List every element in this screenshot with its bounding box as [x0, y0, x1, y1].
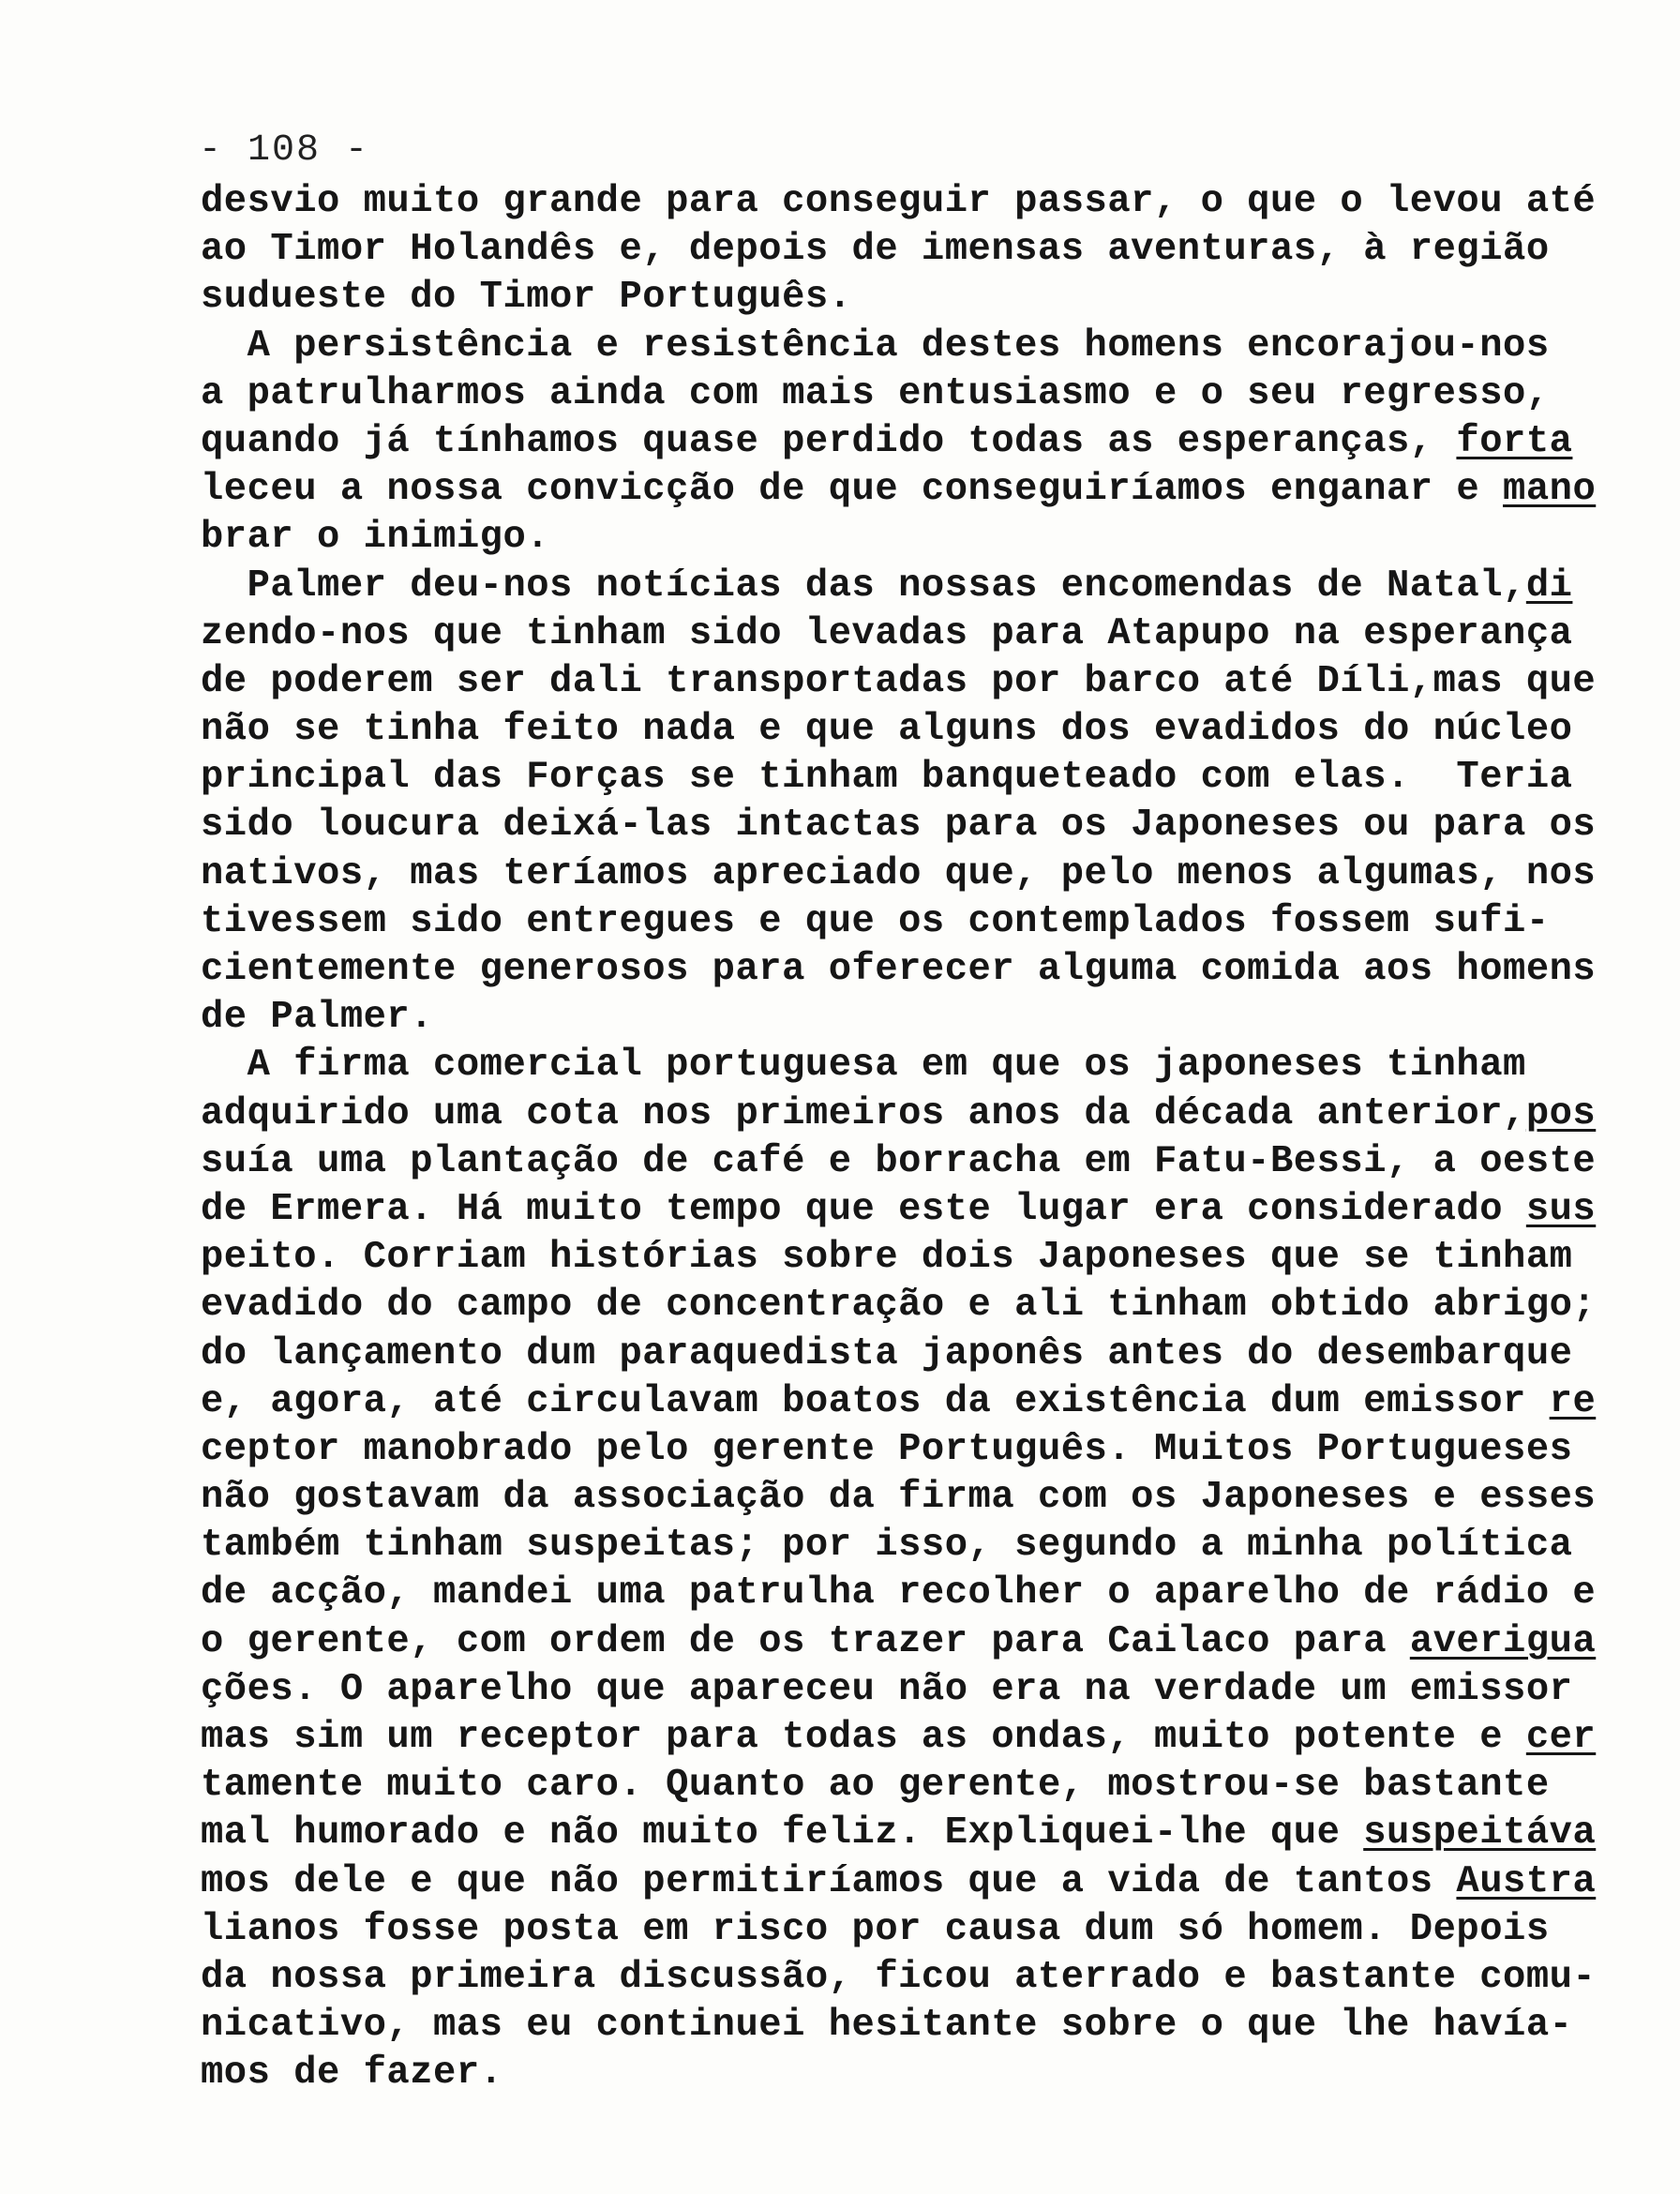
line-text: nicativo, mas eu continuei hesitante sobre o que lhe havía-: [201, 2004, 1573, 2048]
text-line: [201, 610, 1616, 658]
text-line: [201, 1330, 1616, 1378]
text-line: [201, 370, 1616, 418]
text-line: [201, 563, 1616, 610]
line-text: suía uma plantação de café e borracha em Fatu-Bessi, a oeste: [201, 1139, 1597, 1183]
hyphenated-word-fragment: suspeitáva: [1363, 1811, 1597, 1856]
text-line: [201, 1906, 1616, 1954]
text-line: [201, 1234, 1616, 1282]
line-text: evadido do campo de concentração e ali tinham obtido abrigo;: [201, 1284, 1597, 1328]
text-line: [201, 418, 1616, 466]
text-line: [201, 1858, 1616, 1906]
text-line: [201, 323, 1616, 370]
page-number: - 108 -: [199, 129, 370, 172]
line-text: mos de fazer.: [201, 2051, 503, 2096]
hyphenated-word-fragment: di: [1525, 564, 1573, 608]
text-line: [201, 1762, 1616, 1810]
line-text: leceu a nossa convicção de que conseguiríamos enganar e: [201, 468, 1504, 512]
text-line: [201, 1666, 1616, 1714]
line-text: não se tinha feito nada e que alguns dos evadidos do núcleo: [201, 708, 1573, 752]
line-text: sudueste do Timor Português.: [201, 276, 852, 320]
line-text: de Palmer.: [201, 996, 434, 1040]
text-line: [201, 1810, 1616, 1857]
body-text: [201, 178, 1616, 2098]
text-line: [201, 706, 1616, 754]
line-text: sido loucura deixá-las intactas para os Japoneses ou para os: [201, 804, 1597, 848]
line-text: tivessem sido entregues e que os contemplados fossem sufi-: [201, 899, 1550, 943]
line-text: desvio muito grande para conseguir passar, o que o levou até: [201, 180, 1597, 223]
line-text: mas sim um receptor para todas as ondas, muito potente e: [201, 1716, 1526, 1759]
line-text: nativos, mas teríamos apreciado que, pelo menos algumas, nos: [201, 851, 1597, 895]
text-line: [201, 226, 1616, 274]
hyphenated-word-fragment: forta: [1456, 419, 1573, 463]
text-line: [201, 1954, 1616, 2002]
hyphenated-word-fragment: re: [1549, 1379, 1597, 1423]
text-line: [201, 1378, 1616, 1426]
line-text: A persistência e resistência destes homens encorajou-nos: [201, 323, 1550, 368]
text-line: [201, 1570, 1616, 1617]
text-line: [201, 274, 1616, 322]
hyphenated-word-fragment: sus: [1525, 1187, 1597, 1231]
hyphenated-word-fragment: cer: [1525, 1716, 1597, 1759]
line-text: lianos fosse posta em risco por causa dum só homem. Depois: [201, 1907, 1550, 1951]
line-text: mal humorado e não muito feliz. Expliquei-lhe que: [201, 1811, 1364, 1856]
text-line: [201, 802, 1616, 849]
text-line: [201, 1522, 1616, 1570]
text-line: [201, 178, 1616, 226]
line-text: ções. O aparelho que apareceu não era na verdade um emissor: [201, 1667, 1573, 1711]
line-text: adquirido uma cota nos primeiros anos da década anterior,: [201, 1091, 1526, 1135]
text-line: [201, 1138, 1616, 1186]
line-text: da nossa primeira discussão, ficou aterrado e bastante comu-: [201, 1955, 1597, 1999]
line-text: e, agora, até circulavam boatos da existência dum emissor: [201, 1379, 1550, 1423]
text-line: [201, 850, 1616, 898]
text-line: [201, 754, 1616, 802]
text-line: [201, 1714, 1616, 1762]
hyphenated-word-fragment: averigua: [1409, 1619, 1597, 1663]
line-text: o gerente, com ordem de os trazer para Cailaco para: [201, 1619, 1410, 1663]
line-text: ceptor manobrado pelo gerente Português. Muitos Portugueses: [201, 1427, 1573, 1471]
line-text: não gostavam da associação da firma com os Japoneses e esses: [201, 1476, 1597, 1520]
text-line: [201, 1186, 1616, 1234]
line-text: cientemente generosos para oferecer alguma comida aos homens: [201, 948, 1597, 991]
text-line: [201, 2050, 1616, 2097]
line-text: quando já tínhamos quase perdido todas as esperanças,: [201, 419, 1457, 463]
text-line: [201, 514, 1616, 562]
text-line: [201, 1090, 1616, 1138]
line-text: de acção, mandei uma patrulha recolher o aparelho de rádio e: [201, 1571, 1597, 1615]
hyphenated-word-fragment: mano: [1503, 468, 1597, 512]
text-line: [201, 2002, 1616, 2050]
line-text: tamente muito caro. Quanto ao gerente, mostrou-se bastante: [201, 1764, 1550, 1808]
line-text: brar o inimigo.: [201, 516, 550, 560]
text-line: [201, 1426, 1616, 1474]
line-text: ao Timor Holandês e, depois de imensas aventuras, à região: [201, 228, 1550, 272]
line-text: de Ermera. Há muito tempo que este lugar era considerado: [201, 1187, 1526, 1231]
line-text: a patrulharmos ainda com mais entusiasmo e o seu regresso,: [201, 371, 1550, 415]
line-text: de poderem ser dali transportadas por barco até Díli,mas que: [201, 659, 1597, 703]
hyphenated-word-fragment: Austra: [1456, 1859, 1597, 1903]
line-text: principal das Forças se tinham banqueteado com elas. Teria: [201, 756, 1573, 800]
line-text: também tinham suspeitas; por isso, segundo a minha política: [201, 1524, 1573, 1568]
text-line: [201, 466, 1616, 514]
line-text: do lançamento dum paraquedista japonês antes do desembarque: [201, 1331, 1573, 1375]
hyphenated-word-fragment: pos: [1525, 1091, 1597, 1135]
line-text: Palmer deu-nos notícias das nossas encomendas de Natal,: [201, 564, 1526, 608]
text-line: [201, 946, 1616, 994]
text-line: [201, 898, 1616, 946]
text-line: [201, 1618, 1616, 1666]
text-line: [201, 994, 1616, 1042]
line-text: zendo-nos que tinham sido levadas para Atapupo na esperança: [201, 611, 1573, 655]
line-text: A firma comercial portuguesa em que os japoneses tinham: [201, 1044, 1526, 1088]
text-line: [201, 1042, 1616, 1089]
text-line: [201, 1474, 1616, 1522]
text-line: [201, 1282, 1616, 1330]
line-text: peito. Corriam histórias sobre dois Japoneses que se tinham: [201, 1236, 1573, 1280]
line-text: mos dele e que não permitiríamos que a vida de tantos: [201, 1859, 1457, 1903]
text-line: [201, 658, 1616, 706]
